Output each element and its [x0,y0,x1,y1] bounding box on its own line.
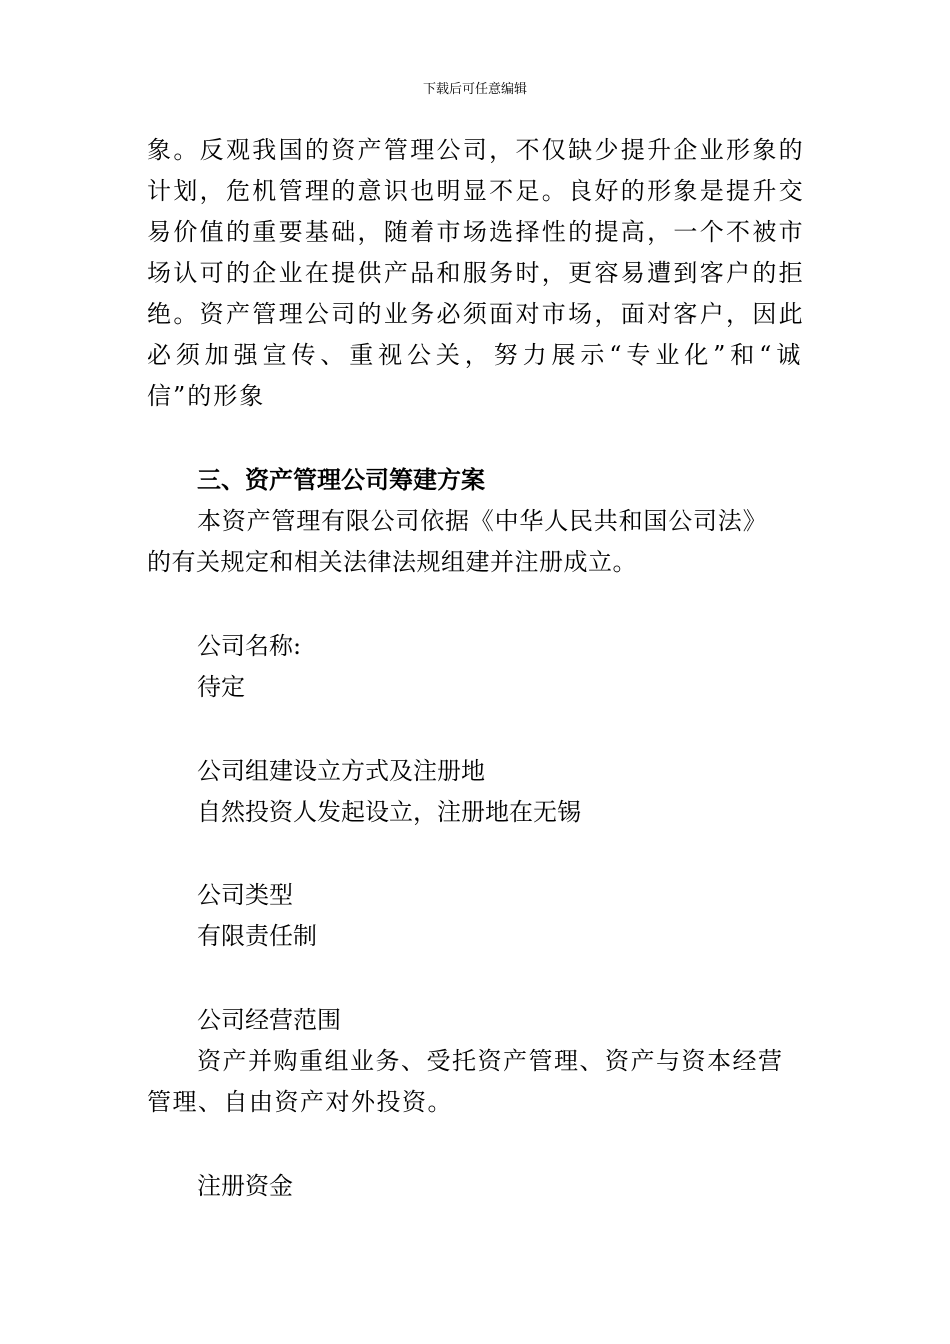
intro-line: 象。反观我国的资产管理公司，不仅缺少提升企业形象的 [147,136,805,164]
setup-label: 公司组建设立方式及注册地 [197,757,485,785]
section-heading: 三、资产管理公司筹建方案 [197,466,485,494]
section-intro-line: 本资产管理有限公司依据《中华人民共和国公司法》 [197,507,768,535]
scope-line: 资产并购重组业务、受托资产管理、资产与资本经营 [197,1047,784,1075]
section-intro-line: 的有关规定和相关法律法规组建并注册成立。 [147,548,637,576]
company-name-label: 公司名称: [197,632,302,660]
type-label: 公司类型 [197,881,293,909]
intro-line: 场认可的企业在提供产品和服务时，更容易遭到客户的拒 [147,259,805,287]
page-header: 下载后可任意编辑 [422,82,527,97]
intro-line: 必须加强宣传、重视公关，努力展示“专业化”和“诚 [147,341,806,369]
intro-line: 绝。资产管理公司的业务必须面对市场，面对客户，因此 [147,300,805,328]
scope-line: 管理、自由资产对外投资。 [147,1088,453,1116]
intro-line: 信”的形象 [147,382,266,410]
intro-line: 易价值的重要基础，随着市场选择性的提高，一个不被市 [147,218,805,246]
type-value: 有限责任制 [197,922,317,950]
intro-line: 计划，危机管理的意识也明显不足。良好的形象是提升交 [147,177,805,205]
company-name-value: 待定 [197,673,245,701]
setup-value: 自然投资人发起设立，注册地在无锡 [197,798,581,826]
capital-label: 注册资金 [197,1172,293,1200]
scope-label: 公司经营范围 [197,1006,341,1034]
